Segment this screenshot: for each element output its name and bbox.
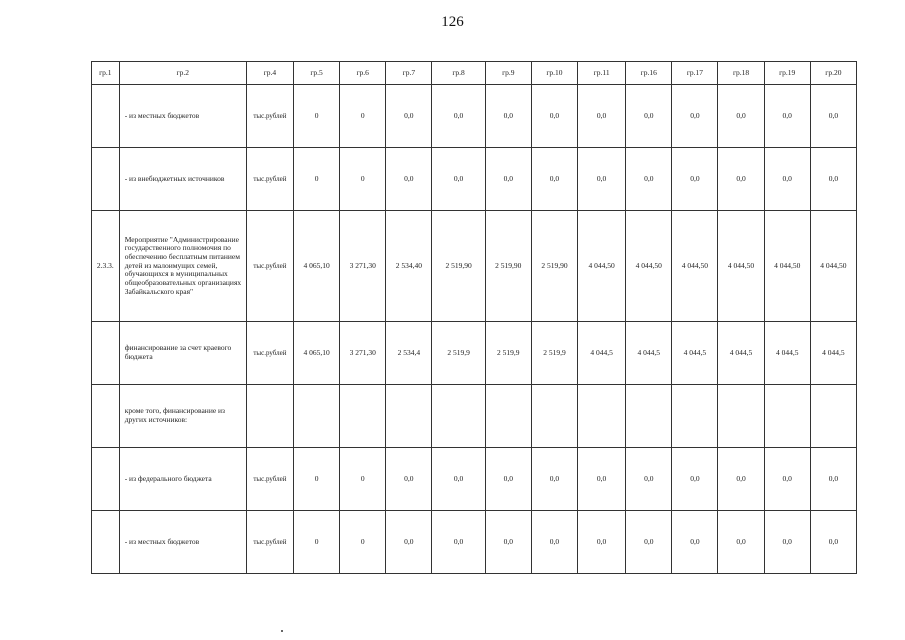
value-cell: 4 044,50: [810, 211, 856, 322]
value-cell: [578, 385, 626, 448]
value-cell: [485, 385, 531, 448]
value-cell: 2 519,9: [432, 322, 485, 385]
value-cell: 0,0: [718, 511, 764, 574]
value-cell: [531, 385, 577, 448]
column-header: гр.18: [718, 62, 764, 85]
table-row: [92, 385, 857, 448]
row-number-cell: [92, 448, 120, 511]
value-cell: 0,0: [810, 85, 856, 148]
row-unit-cell: тыс.рублей: [246, 85, 293, 148]
value-cell: [810, 385, 856, 448]
column-header: гр.7: [386, 62, 432, 85]
column-header: гр.20: [810, 62, 856, 85]
value-cell: 0,0: [578, 511, 626, 574]
column-header: гр.8: [432, 62, 485, 85]
value-cell: 0,0: [485, 148, 531, 211]
table-row: [92, 211, 857, 322]
value-cell: 0,0: [764, 148, 810, 211]
table-row: [92, 322, 857, 385]
value-cell: [432, 385, 485, 448]
value-cell: 0: [340, 448, 386, 511]
value-cell: [294, 385, 340, 448]
value-cell: [718, 385, 764, 448]
value-cell: 4 044,5: [626, 322, 672, 385]
value-cell: 4 065,10: [294, 322, 340, 385]
value-cell: 0,0: [432, 85, 485, 148]
value-cell: 0,0: [531, 448, 577, 511]
row-unit-cell: [246, 385, 293, 448]
column-header: гр.1: [92, 62, 120, 85]
table-row: [92, 511, 857, 574]
value-cell: 0,0: [485, 448, 531, 511]
column-header: гр.16: [626, 62, 672, 85]
page-number: 126: [441, 14, 464, 30]
header-row: [92, 62, 857, 85]
value-cell: 0: [340, 511, 386, 574]
value-cell: 0,0: [810, 448, 856, 511]
table-row: [92, 148, 857, 211]
column-header: гр.9: [485, 62, 531, 85]
row-unit-cell: тыс.рублей: [246, 511, 293, 574]
value-cell: 0,0: [578, 448, 626, 511]
value-cell: 0,0: [432, 448, 485, 511]
column-header: гр.17: [672, 62, 718, 85]
value-cell: 0: [294, 148, 340, 211]
value-cell: 0,0: [672, 511, 718, 574]
value-cell: 0,0: [626, 148, 672, 211]
value-cell: 0,0: [485, 85, 531, 148]
row-unit-cell: тыс.рублей: [246, 448, 293, 511]
scan-dot: [281, 630, 283, 632]
value-cell: 0: [340, 148, 386, 211]
value-cell: 0,0: [810, 148, 856, 211]
value-cell: 0,0: [764, 448, 810, 511]
value-cell: 4 044,50: [672, 211, 718, 322]
row-name-cell: - из федерального бюджета: [119, 448, 246, 511]
value-cell: 0,0: [531, 511, 577, 574]
table-row: [92, 448, 857, 511]
value-cell: 0,0: [432, 148, 485, 211]
value-cell: 0,0: [626, 85, 672, 148]
row-name-cell: финансирование за счет краевого бюджета: [119, 322, 246, 385]
value-cell: 2 519,9: [485, 322, 531, 385]
value-cell: [672, 385, 718, 448]
value-cell: 2 519,9: [531, 322, 577, 385]
row-number-cell: [92, 322, 120, 385]
column-header: гр.19: [764, 62, 810, 85]
value-cell: 0,0: [386, 511, 432, 574]
value-cell: 0: [294, 448, 340, 511]
row-name-cell: - из внебюджетных источников: [119, 148, 246, 211]
row-unit-cell: тыс.рублей: [246, 148, 293, 211]
value-cell: 0,0: [672, 85, 718, 148]
value-cell: 2 534,40: [386, 211, 432, 322]
value-cell: 0,0: [531, 148, 577, 211]
row-number-cell: [92, 148, 120, 211]
value-cell: 0,0: [810, 511, 856, 574]
value-cell: 4 044,50: [764, 211, 810, 322]
value-cell: [340, 385, 386, 448]
value-cell: 0,0: [672, 148, 718, 211]
value-cell: 0,0: [764, 85, 810, 148]
row-number-cell: [92, 511, 120, 574]
value-cell: 0,0: [578, 148, 626, 211]
value-cell: 2 534,4: [386, 322, 432, 385]
value-cell: 0,0: [764, 511, 810, 574]
value-cell: 0,0: [432, 511, 485, 574]
budget-table: [91, 61, 857, 574]
value-cell: 0,0: [578, 85, 626, 148]
value-cell: [764, 385, 810, 448]
value-cell: 3 271,30: [340, 211, 386, 322]
value-cell: 0,0: [626, 511, 672, 574]
column-header: гр.5: [294, 62, 340, 85]
value-cell: 4 044,5: [718, 322, 764, 385]
row-name-cell: кроме того, финансирование из других источников:: [119, 385, 246, 448]
value-cell: 0,0: [386, 448, 432, 511]
row-number-cell: [92, 85, 120, 148]
value-cell: 0,0: [718, 448, 764, 511]
value-cell: 2 519,90: [432, 211, 485, 322]
column-header: гр.2: [119, 62, 246, 85]
value-cell: 0,0: [672, 448, 718, 511]
value-cell: [626, 385, 672, 448]
value-cell: 0: [294, 85, 340, 148]
value-cell: 4 044,5: [578, 322, 626, 385]
row-name-cell: - из местных бюджетов: [119, 85, 246, 148]
column-header: гр.4: [246, 62, 293, 85]
value-cell: 4 044,50: [718, 211, 764, 322]
value-cell: 0,0: [626, 448, 672, 511]
row-number-cell: 2.3.3.: [92, 211, 120, 322]
value-cell: 0: [340, 85, 386, 148]
row-name-cell: Мероприятие "Администрирование государственного полномочия по обеспечению бесплатным питанием детей из малоимущих семей, обучающихся в муниципальных общеобразовательных организациях Забайкальского края": [119, 211, 246, 322]
row-unit-cell: тыс.рублей: [246, 322, 293, 385]
value-cell: 2 519,90: [485, 211, 531, 322]
value-cell: 4 044,50: [626, 211, 672, 322]
value-cell: 0,0: [531, 85, 577, 148]
value-cell: 0,0: [386, 85, 432, 148]
table-row: [92, 85, 857, 148]
value-cell: 0,0: [718, 85, 764, 148]
row-name-cell: - из местных бюджетов: [119, 511, 246, 574]
value-cell: 2 519,90: [531, 211, 577, 322]
value-cell: 3 271,30: [340, 322, 386, 385]
value-cell: 4 044,5: [672, 322, 718, 385]
value-cell: 4 044,5: [764, 322, 810, 385]
value-cell: 4 044,5: [810, 322, 856, 385]
value-cell: 0,0: [485, 511, 531, 574]
column-header: гр.6: [340, 62, 386, 85]
value-cell: 0: [294, 511, 340, 574]
row-unit-cell: тыс.рублей: [246, 211, 293, 322]
column-header: гр.10: [531, 62, 577, 85]
value-cell: 4 065,10: [294, 211, 340, 322]
value-cell: 0,0: [386, 148, 432, 211]
value-cell: 0,0: [718, 148, 764, 211]
value-cell: [386, 385, 432, 448]
column-header: гр.11: [578, 62, 626, 85]
value-cell: 4 044,50: [578, 211, 626, 322]
row-number-cell: [92, 385, 120, 448]
